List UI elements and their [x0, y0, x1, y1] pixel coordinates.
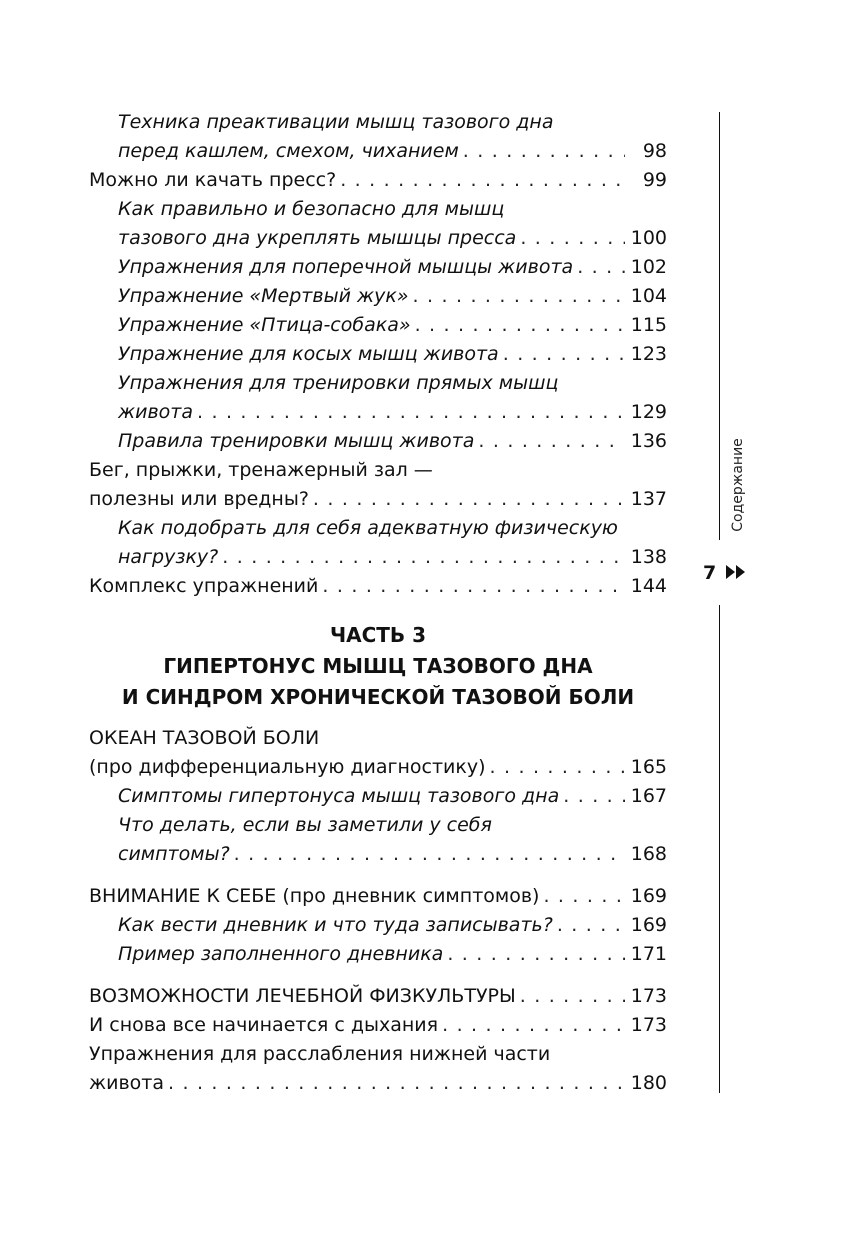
margin-rule-top — [719, 112, 720, 540]
toc-entry-title: Бег, прыжки, тренажерный зал — — [89, 459, 433, 481]
toc-entry-title: Упражнение «Птица-собака» — [118, 314, 411, 336]
dot-leader — [218, 543, 625, 572]
dot-leader — [573, 253, 625, 282]
dot-leader — [336, 166, 625, 195]
dot-leader — [443, 940, 625, 969]
part-title-line-1: ГИПЕРТОНУС МЫШЦ ТАЗОВОГО ДНА — [163, 654, 593, 678]
toc-entry-page: 169 — [630, 885, 667, 907]
double-chevron-icon — [725, 563, 747, 581]
toc-entry-page: 138 — [630, 546, 667, 568]
toc-entry-page: 129 — [630, 401, 667, 423]
toc-entry-title: полезны или вредны? — [89, 488, 309, 510]
toc-entry — [118, 224, 667, 253]
toc-entry-page: 173 — [630, 985, 667, 1007]
part-label: ЧАСТЬ 3 — [329, 623, 427, 647]
dot-leader — [409, 282, 625, 311]
dot-leader — [559, 782, 625, 811]
toc-entry — [89, 166, 667, 195]
toc-entry-title: Упражнения для расслабления нижней части — [89, 1043, 551, 1065]
toc-entry — [118, 940, 667, 969]
toc-entry-page: 137 — [630, 488, 667, 510]
toc-entry-page: 123 — [630, 343, 667, 365]
toc-entry — [118, 427, 667, 456]
toc-entry-page: 115 — [630, 314, 667, 336]
part-title-line-2: И СИНДРОМ ХРОНИЧЕСКОЙ ТАЗОВОЙ БОЛИ — [121, 685, 635, 709]
toc-entry-title: ВОЗМОЖНОСТИ ЛЕЧЕБНОЙ ФИЗКУЛЬТУРЫ — [89, 985, 516, 1007]
dot-leader — [459, 137, 625, 166]
toc-entry — [89, 982, 667, 1011]
dot-leader — [486, 753, 625, 782]
toc-entry-title: Можно ли качать пресс? — [89, 169, 337, 191]
toc-entry-page: 104 — [630, 285, 667, 307]
dot-leader — [411, 311, 625, 340]
toc-entry — [118, 195, 667, 224]
toc-entry-title: Упражнения для поперечной мышцы живота — [118, 256, 574, 278]
toc-entry — [118, 840, 667, 869]
toc-entry — [118, 253, 667, 282]
toc-entry — [89, 753, 667, 782]
dot-leader — [193, 398, 625, 427]
toc-entry-title: Пример заполненного дневника — [118, 943, 444, 965]
toc-entry-title: Как правильно и безопасно для мышц — [118, 198, 505, 220]
toc-entry-title: Как вести дневник и что туда записывать? — [118, 914, 553, 936]
toc-entry — [118, 311, 667, 340]
toc-entry-page: 165 — [630, 756, 667, 778]
toc-entry-title: Упражнение «Мертвый жук» — [118, 285, 409, 307]
dot-leader — [516, 224, 625, 253]
toc-entry-title: Упражнение для косых мышц живота — [118, 343, 499, 365]
toc-entry — [118, 108, 667, 137]
toc-entry-title: живота — [89, 1072, 164, 1094]
toc-entry — [118, 282, 667, 311]
dot-leader — [318, 572, 625, 601]
toc-entry-page: 169 — [630, 914, 667, 936]
toc-entry-page: 173 — [630, 1014, 667, 1036]
dot-leader — [516, 982, 625, 1011]
toc-entry-title: перед кашлем, смехом, чиханием — [118, 140, 459, 162]
toc-entry-page: 180 — [630, 1072, 667, 1094]
dot-leader — [309, 485, 625, 514]
toc-entry-title: Комплекс упражнений — [89, 575, 319, 597]
toc-entry-title: Правила тренировки мышц живота — [118, 430, 475, 452]
toc-entry-title: (про дифференциальную диагностику) — [89, 756, 486, 778]
toc-entry-title: Техника преактивации мышц тазового дна — [118, 111, 554, 133]
dot-leader — [553, 911, 625, 940]
running-head — [723, 430, 753, 540]
toc-entry-title: живота — [118, 401, 193, 423]
toc-entry — [118, 398, 667, 427]
toc-entry — [118, 137, 667, 166]
dot-leader — [230, 840, 625, 869]
section-title: Содержание — [730, 438, 746, 532]
dot-leader — [474, 427, 625, 456]
toc-entry-page: 144 — [630, 575, 667, 597]
toc-entry-title: Упражнения для тренировки прямых мышц — [118, 372, 559, 394]
toc-entry-title: И снова все начинается с дыхания — [89, 1014, 439, 1036]
toc-entry — [89, 724, 667, 753]
toc-entry — [118, 514, 667, 543]
toc-entry-page: 98 — [642, 140, 667, 162]
toc-entry-title: симптомы? — [118, 843, 230, 865]
toc-entry — [89, 1069, 667, 1098]
toc-entry-title: Симптомы гипертонуса мышц тазового дна — [118, 785, 560, 807]
dot-leader — [164, 1069, 625, 1098]
toc-entry-page: 171 — [630, 943, 667, 965]
toc-entry-title: тазового дна укреплять мышцы пресса — [118, 227, 517, 249]
toc-entry — [118, 369, 667, 398]
toc-entry-title: ВНИМАНИЕ К СЕБЕ (про дневник симптомов) — [89, 885, 540, 907]
toc-entry — [89, 882, 667, 911]
toc-entry-page: 102 — [630, 256, 667, 278]
page-number: 7 — [703, 562, 717, 584]
toc-entry — [89, 572, 667, 601]
dot-leader — [499, 340, 625, 369]
toc-entry — [118, 543, 667, 572]
toc-entry-title: Как подобрать для себя адекватную физическую — [118, 517, 618, 539]
toc-entry — [89, 456, 667, 485]
dot-leader — [539, 882, 625, 911]
toc-entry-page: 100 — [630, 227, 667, 249]
toc-entry — [118, 340, 667, 369]
toc-entry-page: 99 — [642, 169, 667, 191]
margin-rule-bottom — [719, 605, 720, 1093]
toc-entry — [118, 782, 667, 811]
toc-entry — [118, 911, 667, 940]
toc-entry-title: нагрузку? — [118, 546, 219, 568]
toc-entry-title: Что делать, если вы заметили у себя — [118, 814, 492, 836]
toc-entry-page: 167 — [630, 785, 667, 807]
dot-leader — [438, 1011, 625, 1040]
toc-entry — [89, 485, 667, 514]
toc-entry-page: 136 — [630, 430, 667, 452]
toc-entry — [89, 1011, 667, 1040]
toc-entry — [118, 811, 667, 840]
toc-entry-title: ОКЕАН ТАЗОВОЙ БОЛИ — [89, 727, 320, 749]
toc-entry — [89, 1040, 667, 1069]
toc-entry-page: 168 — [630, 843, 667, 865]
